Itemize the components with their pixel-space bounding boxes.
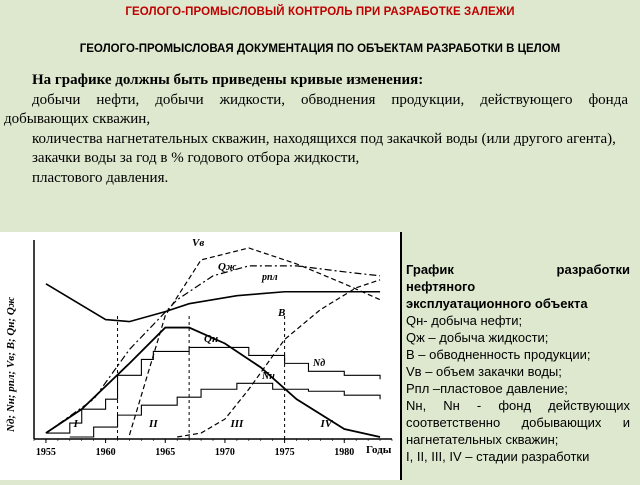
stage-label: IV bbox=[320, 418, 333, 430]
y-axis-label: Nд; Nн; pпл; Vв; B; Qн; Qж bbox=[5, 296, 17, 432]
curve-label-qzh: Qж bbox=[218, 261, 237, 273]
series-line-nn bbox=[70, 383, 380, 437]
curve-label-nn: Nн bbox=[262, 371, 275, 382]
curve-label-ppl: pпл bbox=[262, 272, 278, 283]
series-line-b bbox=[177, 280, 380, 437]
curve-label-b: B bbox=[278, 307, 286, 319]
series-line-vb bbox=[129, 248, 380, 435]
caption-legend-stages: I, II, III, IV – стадии разработки bbox=[406, 449, 590, 464]
caption-title-word-1: График bbox=[406, 262, 454, 277]
stage-label: II bbox=[149, 418, 158, 430]
tick-layer bbox=[34, 439, 392, 458]
caption-title bbox=[406, 261, 630, 312]
chart-caption bbox=[406, 261, 630, 465]
caption-title-line-3: эксплуатационного объекта bbox=[406, 296, 588, 311]
body-text bbox=[4, 71, 628, 188]
x-tick-label: 1980 bbox=[334, 447, 355, 458]
body-item-1: добычи нефти, добычи жидкости, обводнения продукции, действующего фонда добывающих скважин, bbox=[4, 91, 628, 127]
x-tick-label: 1960 bbox=[95, 447, 116, 458]
stage-label: III bbox=[230, 418, 244, 430]
section-title: ГЕОЛОГО-ПРОМЫСЛОВАЯ ДОКУМЕНТАЦИЯ ПО ОБЪЕКТАМ РАЗРАБОТКИ В ЦЕЛОМ bbox=[79, 43, 561, 55]
page-top-title: ГЕОЛОГО-ПРОМЫСЛОВЫЙ КОНТРОЛЬ ПРИ РАЗРАБОТКЕ ЗАЛЕЖИ bbox=[125, 6, 515, 18]
body-item-4: пластового давления. bbox=[32, 169, 169, 186]
caption-legend-vb: Vв – объем закачки воды; bbox=[406, 364, 562, 379]
x-tick-label: 1975 bbox=[274, 447, 295, 458]
caption-title-word-2: разработки bbox=[556, 262, 630, 277]
x-tick-label: 1965 bbox=[155, 447, 176, 458]
caption-legend-b: В – обводненность продукции; bbox=[406, 347, 591, 362]
body-item-3: закачки воды за год в % годового отбора жидкости, bbox=[32, 150, 360, 166]
caption-title-line-2: нефтяного bbox=[406, 279, 476, 294]
caption-legend-qzh: Qж – добыча жидкости; bbox=[406, 330, 549, 345]
x-axis-label: Годы bbox=[366, 444, 392, 456]
chart-svg bbox=[0, 232, 400, 480]
stage-label: I bbox=[73, 418, 78, 430]
development-chart bbox=[0, 232, 402, 480]
x-tick-label: 1970 bbox=[214, 447, 235, 458]
body-item-2: количества нагнетательных скважин, находящихся под закачкой воды (или другого агента), bbox=[32, 130, 616, 147]
caption-legend-qn: Qн- добыча нефти; bbox=[406, 313, 523, 328]
x-tick-label: 1955 bbox=[35, 447, 56, 458]
series-line-ppl bbox=[46, 284, 380, 322]
curve-label-vb: Vв bbox=[192, 237, 205, 249]
curve-label-nd: Nд bbox=[313, 358, 326, 369]
caption-legend-n: Nн, Nн - фонд действующих соответственно добывающих и нагнетательных скважин; bbox=[406, 398, 630, 447]
caption-legend-ppl: Pпл –пластовое давление; bbox=[406, 381, 568, 396]
body-heading: На графике должны быть приведены кривые изменения: bbox=[32, 72, 424, 88]
curve-label-qn: Qн bbox=[204, 333, 219, 345]
